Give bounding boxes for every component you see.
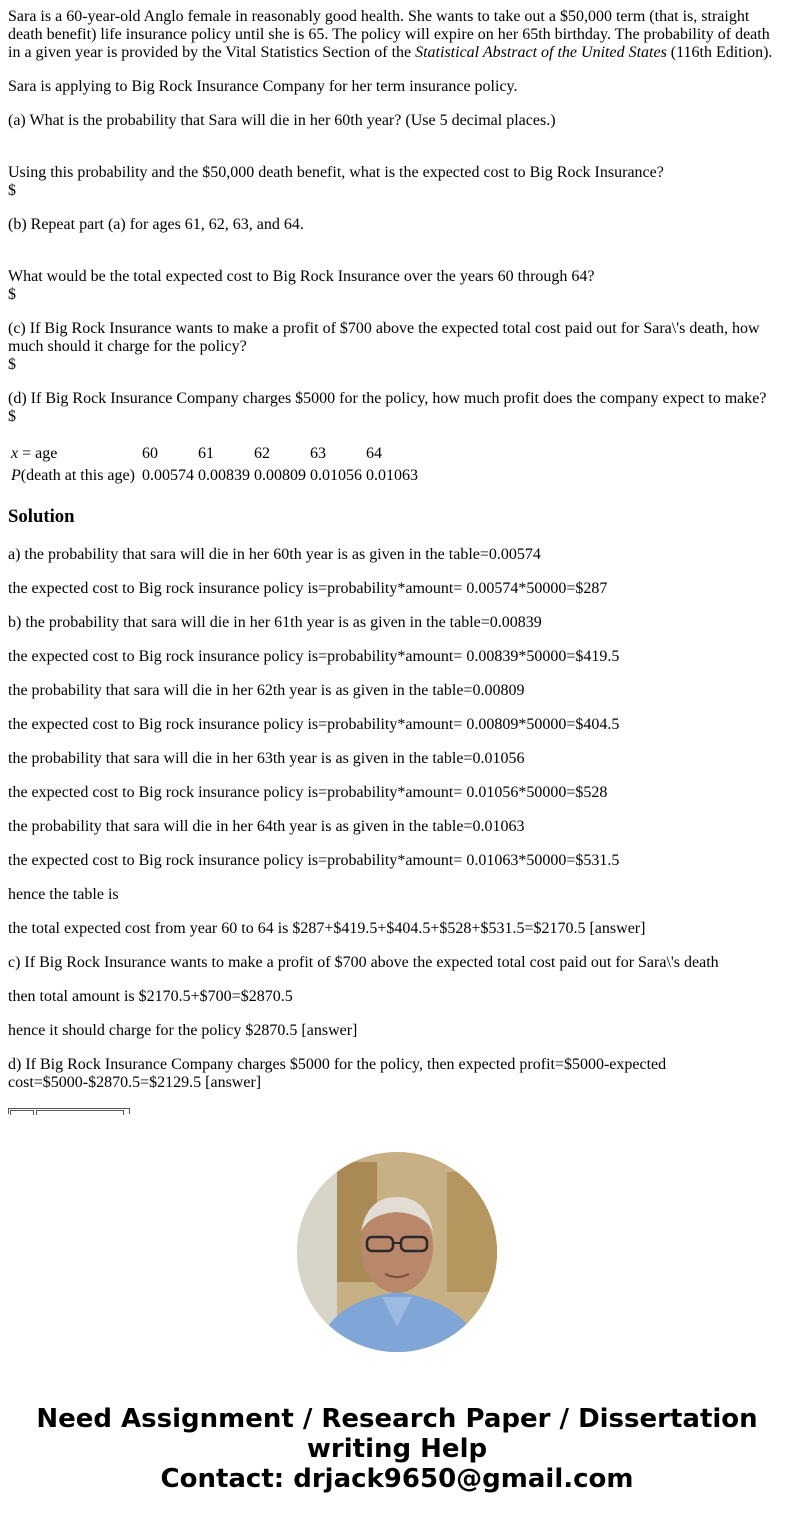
solution-line: the probability that sara will die in her 64th year is as given in the table=0.01063: [8, 818, 525, 835]
promo-section: [0, 1152, 794, 1494]
prob-cell: 0.01056: [309, 467, 362, 484]
solution-line: b) the probability that sara will die in her 61th year is as given in the table=0.00839: [8, 614, 542, 631]
question-b-part2: [8, 268, 786, 304]
age-cell: 62: [253, 445, 270, 462]
solution-heading: Solution: [8, 506, 75, 527]
truncated-table: [8, 1108, 130, 1114]
question-c-text: (c) If Big Rock Insurance wants to make a profit of $700 above the expected total cost paid out for Sara\'s death, how much should it charge for the policy?: [8, 320, 760, 355]
answer-dollar-c: $: [8, 356, 16, 373]
problem-intro: [8, 8, 786, 62]
promo-contact: Contact: drjack9650@gmail.com: [160, 1464, 634, 1494]
table-row-age: [10, 444, 419, 464]
age-cell: 63: [309, 445, 326, 462]
solution-line: c) If Big Rock Insurance wants to make a profit of $700 above the expected total cost paid out for Sara\'s death: [8, 954, 719, 971]
prob-cell: 0.00574: [141, 467, 194, 484]
question-d-text: (d) If Big Rock Insurance Company charges $5000 for the policy, how much profit does the company expect to make?: [8, 390, 767, 407]
answer-dollar-b: $: [8, 286, 16, 303]
question-a-part2: [8, 164, 786, 200]
promo-line-1: Need Assignment / Research Paper / Dissertation: [36, 1404, 758, 1434]
question-b: (b) Repeat part (a) for ages 61, 62, 63, and 64.: [8, 216, 304, 233]
document-body: [8, 8, 786, 1114]
avatar-portrait: [297, 1152, 497, 1352]
solution-line: the expected cost to Big rock insurance policy is=probability*amount= 0.00809*50000=$404.5: [8, 716, 620, 733]
age-cell: 60: [141, 445, 158, 462]
solution-line: the expected cost to Big rock insurance policy is=probability*amount= 0.00839*50000=$419.5: [8, 648, 620, 665]
promo-line-2: writing Help: [306, 1434, 488, 1464]
mortality-table: [8, 442, 421, 488]
prob-cell: 0.00839: [197, 467, 250, 484]
question-c: [8, 320, 786, 374]
prob-cell: 0.01063: [365, 467, 418, 484]
solution-line: then total amount is $2170.5+$700=$2870.5: [8, 988, 293, 1005]
promo-text: [0, 1404, 794, 1494]
solution-line: the expected cost to Big rock insurance policy is=probability*amount= 0.01056*50000=$528: [8, 784, 608, 801]
intro-text: Sara is a 60-year-old Anglo female in reasonably good health. She wants to take out a $50,000 term (that is, straight death benefit) life insurance policy until she is 65. The policy will expire on her 65th birthday. The probability of death in a given year is provided by the Vital Statistics Section of the: [8, 8, 770, 61]
solution-line: hence the table is: [8, 886, 119, 903]
prob-label: P(death at this age): [11, 467, 135, 484]
question-a-cost: Using this probability and the $50,000 death benefit, what is the expected cost to Big Rock Insurance?: [8, 164, 664, 181]
solution-line: hence it should charge for the policy $2870.5 [answer]: [8, 1022, 358, 1039]
solution-line: the total expected cost from year 60 to 64 is $287+$419.5+$404.5+$528+$531.5=$2170.5 [answer]: [8, 920, 646, 937]
solution-line: the probability that sara will die in her 62th year is as given in the table=0.00809: [8, 682, 525, 699]
author-avatar: [297, 1152, 497, 1352]
age-label: x = age: [11, 445, 58, 462]
applying-text: Sara is applying to Big Rock Insurance Company for her term insurance policy.: [8, 78, 518, 95]
intro-text-end: (116th Edition).: [666, 44, 773, 61]
solution-line: d) If Big Rock Insurance Company charges $5000 for the policy, then expected profit=$5000-expected cost=$5000-$2870.5=$2129.5 [answer]: [8, 1056, 667, 1091]
solution-line: the expected cost to Big rock insurance policy is=probability*amount= 0.01063*50000=$531.5: [8, 852, 620, 869]
question-d: [8, 390, 786, 426]
question-b-total: What would be the total expected cost to Big Rock Insurance over the years 60 through 64?: [8, 268, 595, 285]
answer-dollar-d: $: [8, 408, 16, 425]
answer-dollar-a: $: [8, 182, 16, 199]
solution-line: the expected cost to Big rock insurance policy is=probability*amount= 0.00574*50000=$287: [8, 580, 608, 597]
age-cell: 64: [365, 445, 382, 462]
table-row-prob: [10, 466, 419, 486]
prob-cell: 0.00809: [253, 467, 306, 484]
solution-line: the probability that sara will die in her 63th year is as given in the table=0.01056: [8, 750, 525, 767]
age-cell: 61: [197, 445, 214, 462]
solution-line: a) the probability that sara will die in her 60th year is as given in the table=0.00574: [8, 546, 541, 563]
source-title: Statistical Abstract of the United States: [415, 44, 667, 61]
question-a: (a) What is the probability that Sara will die in her 60th year? (Use 5 decimal places.): [8, 112, 556, 129]
